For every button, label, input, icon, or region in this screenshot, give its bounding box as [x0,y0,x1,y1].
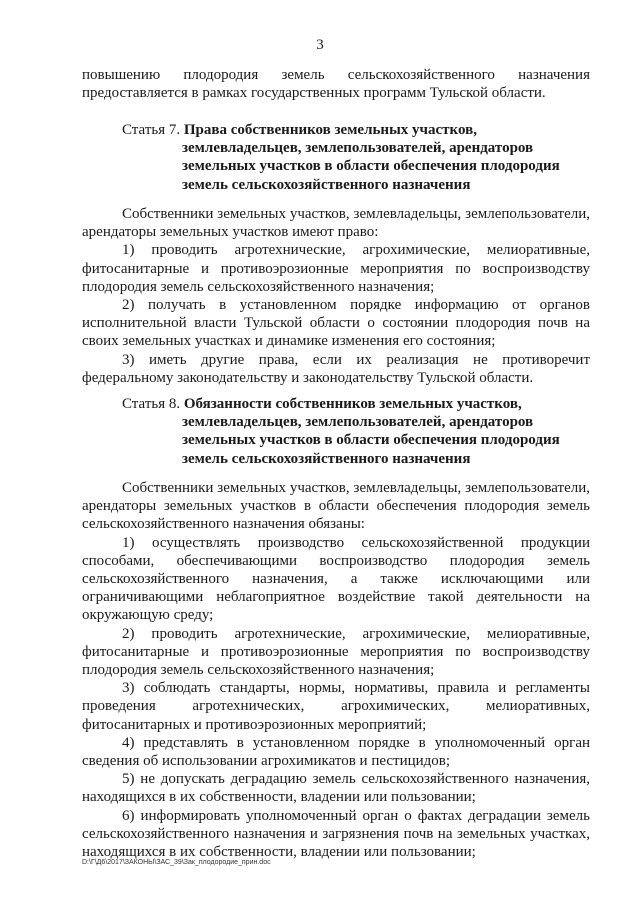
page-number: 3 [316,37,324,53]
article-7-title-line-3: земельных участков в области обеспечения плодородия [182,158,560,175]
article-7-item-2: 2) получать в установленном порядке информацию от органов исполнительной власти Тульской области о состоянии плодородия почв на своих земельных участках и динамике изменения его состояния; [82,297,590,350]
article-7-prefix: Статья 7. [122,122,181,138]
article-7-title-line-1 [122,121,592,139]
article-8-item-3: 3) соблюдать стандарты, нормы, нормативы, правила и регламенты проведения агротехнических, агрохимических, мелиоративных, фитосанитарных и противоэрозионных мероприятий; [82,680,590,733]
article-8-title-text: Обязанности собственников земельных участков, [183,396,522,412]
article-8-title-line-1 [122,395,592,413]
article-8-heading [122,395,592,468]
intro-line-1: повышению плодородия земель сельскохозяйственного назначения [82,67,590,83]
article-7-title-line-4: земель сельскохозяйственного назначения [182,176,471,193]
article-8-intro: Собственники земельных участков, землевладельцы, землепользователи, арендаторы земельных участков в области обеспечения плодородия земель сельскохозяйственного назначения обязаны: [82,480,590,533]
article-8-body [82,479,590,861]
article-7-intro: Собственники земельных участков, землевладельцы, землепользователи, арендаторы земельных участков имеют право: [82,206,590,241]
article-8-prefix: Статья 8. [122,396,181,412]
article-7-item-3: 3) иметь другие права, если их реализация не противоречит федеральному законодательству и законодательству Тульской области. [82,351,590,386]
footer-file-path: D:\Г\Д6\2017\ЗАКОНЫ\ЗАС_39\Зак_плодородие_прин.doc [82,859,271,866]
article-8-item-1: 1) осуществлять производство сельскохозяйственной продукции способами, обеспечивающими воспроизводство плодородия земель сельскохозяйственного назначения, а также исключающими или ограничивающими неблагоприятное воздействие такой деятельности на окружающую среду; [82,534,590,624]
article-8-item-2: 2) проводить агротехнические, агрохимические, мелиоративные, фитосанитарные и противоэрозионные мероприятия по воспроизводству плодородия земель сельскохозяйственного назначения; [82,625,590,679]
article-7-body [82,205,590,387]
article-8-item-6: 6) информировать уполномоченный орган о фактах деградации земель сельскохозяйственного назначения и загрязнения почв на земельных участках, находящихся в их собственности, владении или пользовании; [82,807,590,861]
article-8-item-4: 4) представлять в установленном порядке в уполномоченный орган сведения об использовании агрохимикатов и пестицидов; [82,734,590,770]
article-8-title-line-2: землевладельцев, землепользователей, арендаторов [182,414,534,431]
article-7-item-1: 1) проводить агротехнические, агрохимические, мелиоративные, фитосанитарные и противоэрозионные мероприятия по воспроизводству плодородия земель сельскохозяйственного назначения; [82,242,590,295]
article-7-title-line-2: землевладельцев, землепользователей, арендаторов [182,140,534,157]
intro-line-2: предоставляется в рамках государственных программ Тульской области. [82,85,546,102]
article-8-title-line-3: земельных участков в области обеспечения плодородия [182,432,560,449]
article-7-heading [122,121,592,194]
intro-paragraph [82,66,590,102]
article-8-title-line-4: земель сельскохозяйственного назначения [182,450,471,467]
article-8-item-5: 5) не допускать деградацию земель сельскохозяйственного назначения, находящихся в их собственности, владении или пользовании; [82,771,590,806]
article-7-title-text: Права собственников земельных участков, [183,122,477,138]
